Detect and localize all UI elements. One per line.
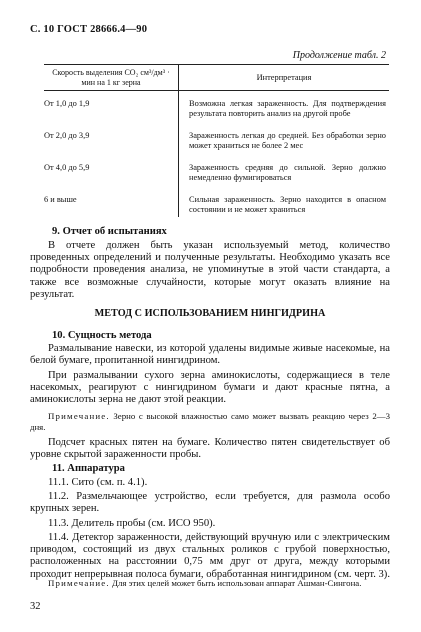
section-9-text: В отчете должен быть указан используемый метод, количество проведенных определений и полученные результаты. Необходимо указать все подробности проведения анализа, не упоминутые в этой части стандарта, а также все возможные случайности, которые могут оказать влияние на результат. (30, 240, 390, 300)
section-10-p2: При размалывании сухого зерна аминокислоты, содержащиеся в теле насекомых, реагируют с нингидрином бумаги и дают красные пятна, а аминокислоты зерна не дают этой реакции. (30, 370, 390, 406)
section-11-item-1: 11.1. Сито (см. п. 4.1). (48, 477, 148, 488)
section-10-p1: Размалывание навески, из которой удалены видимые живые насекомые, на белой бумаге, пропитанной нингидрином. (30, 343, 390, 367)
section-11-item-2: 11.2. Размельчающее устройство, если требуется, для размола особо крупных зерен. (30, 491, 390, 515)
section-10-p3: Подсчет красных пятен на бумаге. Количество пятен свидетельствует об уровне скрытой зараженности пробы. (30, 437, 390, 461)
note-text: Зерно с высокой влажностью само может вызвать реакцию через 2—3 дня. (30, 411, 390, 432)
table-cell-interpretation: Зараженность средняя до сильной. Зерно должно немедленно фумигироваться (189, 163, 386, 182)
section-11-item-3: 11.3. Делитель пробы (см. ИСО 950). (48, 518, 216, 529)
table-cell-interpretation: Зараженность легкая до средней. Без обработки зерно может храниться не более 2 мес (189, 131, 386, 150)
table-cell-rate: От 1,0 до 1,9 (44, 91, 179, 132)
table-cell-interpretation: Возможна легкая зараженность. Для подтверждения результата повторить анализ на другой пробе (189, 99, 386, 118)
table-row (44, 131, 389, 163)
section-9-title: 9. Отчет об испытаниях (52, 226, 167, 237)
table-header-row (44, 65, 389, 91)
table-row (44, 91, 389, 132)
note-label: Примечание. (48, 411, 110, 421)
page-number: 32 (30, 601, 41, 612)
table-row (44, 195, 389, 217)
section-11-note (30, 578, 390, 589)
table-cell-rate: От 4,0 до 5,9 (44, 163, 179, 195)
note-label: Примечание. (48, 578, 110, 588)
method-title: МЕТОД С ИСПОЛЬЗОВАНИЕМ НИНГИДРИНА (94, 308, 326, 319)
header-interpretation: Интерпретация (179, 65, 390, 91)
header-rate: Скорость выделения CO₂ см³/дм³ · мин на 1 кг зерна (44, 65, 179, 91)
section-10-note (30, 411, 390, 433)
section-10-title-text: 10. Сущность метода (52, 330, 152, 341)
table-cell-interpretation: Сильная зараженность. Зерно находится в опасном состоянии и не может храниться (189, 195, 386, 214)
section-10-title (52, 330, 152, 341)
table-continuation-label: Продолжение табл. 2 (292, 50, 386, 61)
section-11-title: 11. Аппаратура (52, 463, 125, 474)
interpretation-table (44, 64, 389, 217)
table-row (44, 163, 389, 195)
section-11-item-4: 11.4. Детектор зараженности, действующий вручную или с электрическим приводом, состоящий из двух стальных роликов с грубой поверхностью, расположенных на расстоянии 0,75 мм друг от друга, между которыми проходит непрерывная полоса бумаги, обработанная нингидрином (см. черт. 3). (30, 532, 390, 580)
table-cell-rate: 6 и выше (44, 195, 179, 217)
page-header: С. 10 ГОСТ 28666.4—90 (30, 24, 148, 35)
table-cell-rate: От 2,0 до 3,9 (44, 131, 179, 163)
note-text: Для этих целей может быть использован аппарат Ашман-Сингона. (109, 578, 362, 588)
